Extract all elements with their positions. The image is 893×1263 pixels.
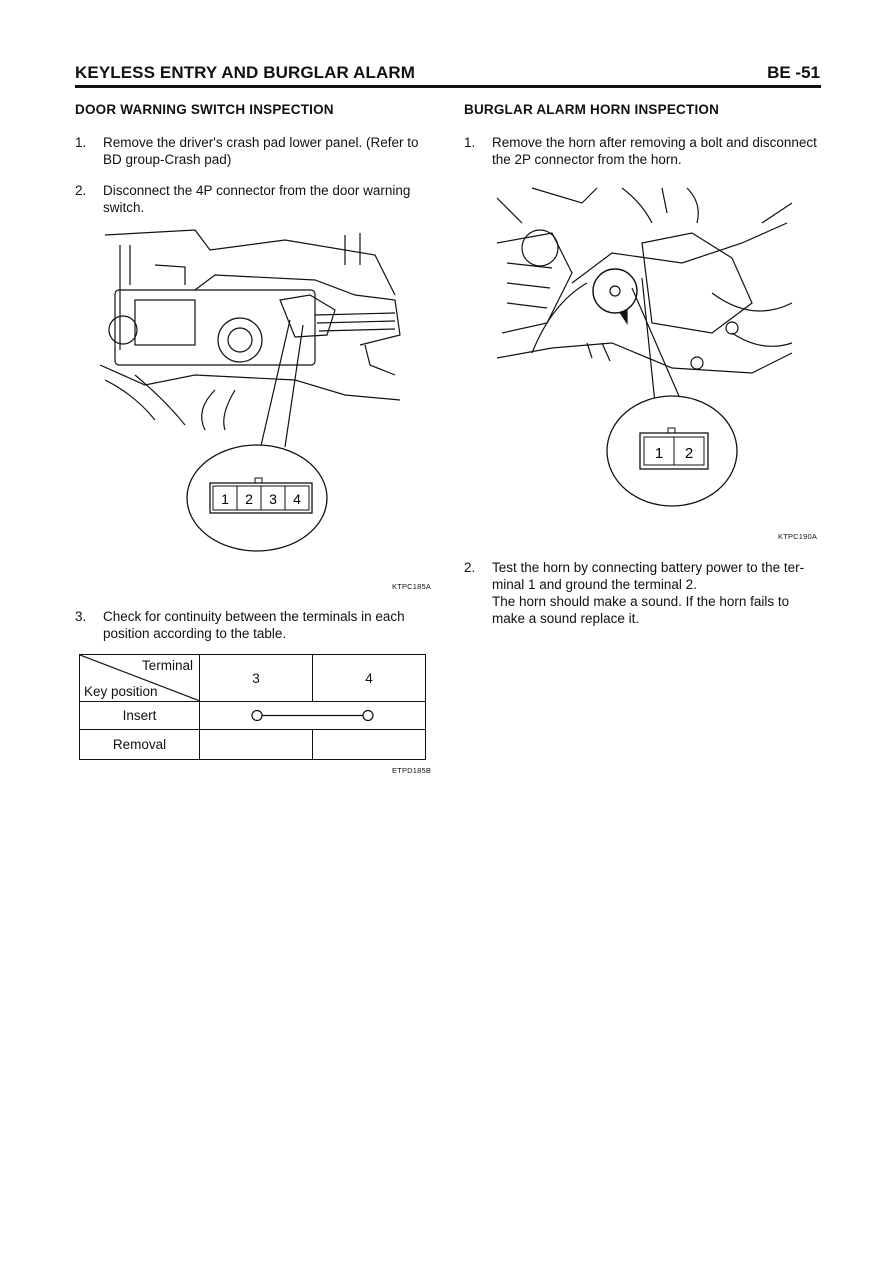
- step-number: 2.: [75, 183, 87, 198]
- step-number: 2.: [464, 560, 476, 575]
- leader-line: [632, 278, 682, 403]
- page-header-title: KEYLESS ENTRY AND BURGLAR ALARM: [75, 63, 415, 82]
- left-step-3: [75, 608, 445, 644]
- leader-line: [260, 320, 303, 450]
- terminal-header: Terminal: [141, 658, 193, 673]
- terminal-dot: [252, 711, 262, 721]
- step-line: Remove the driver's crash pad lower panel. (Refer to: [103, 135, 419, 150]
- horn-assembly-drawing: [497, 188, 792, 373]
- connector-pin-label: 2: [684, 445, 694, 462]
- empty-cell: [200, 730, 313, 760]
- header-rule: [75, 85, 821, 88]
- step-line: Remove the horn after removing a bolt and disconnect: [492, 135, 817, 150]
- row-label: Insert: [80, 702, 200, 730]
- column-header: 4: [312, 655, 425, 702]
- step-text: [492, 559, 804, 627]
- step-number: 1.: [75, 135, 87, 150]
- step-line: The horn should make a sound. If the horn fails to: [492, 594, 790, 609]
- step-line: make a sound replace it.: [492, 611, 640, 626]
- step-line: switch.: [103, 200, 145, 215]
- step-text: [103, 182, 410, 216]
- terminal-dot: [363, 711, 373, 721]
- table-caption: ETPD185B: [392, 766, 432, 775]
- key-position-header: Key position: [84, 684, 158, 699]
- step-line: Test the horn by connecting battery power to the ter-: [492, 560, 805, 575]
- step-line: Disconnect the 4P connector from the door warning: [103, 183, 411, 198]
- switch-assembly-drawing: [100, 230, 400, 430]
- left-step-1: [75, 134, 445, 170]
- step-line: Check for continuity between the terminals in each: [103, 609, 405, 624]
- row-label: Removal: [80, 730, 200, 760]
- horn-body: [593, 269, 637, 313]
- step-text: [492, 134, 817, 168]
- connector-pin-label: 4: [293, 491, 301, 507]
- connector-pin-label: 3: [269, 491, 277, 507]
- continuity-cell: [200, 702, 426, 730]
- figure-caption: KTPC190A: [778, 532, 818, 541]
- connector-latch: [255, 478, 262, 483]
- table-corner-cell: [80, 655, 200, 702]
- step-number: 1.: [464, 135, 476, 150]
- table-header-row: [80, 655, 426, 702]
- door-warning-section-title: DOOR WARNING SWITCH INSPECTION: [75, 102, 334, 117]
- horn-figure: [492, 183, 797, 518]
- right-step-1: [464, 134, 824, 170]
- empty-cell: [312, 730, 425, 760]
- left-step-2: [75, 182, 445, 218]
- column-header: 3: [200, 655, 313, 702]
- step-line: position according to the table.: [103, 626, 287, 641]
- step-text: [103, 608, 405, 642]
- table-row: [80, 730, 426, 760]
- table-row: [80, 702, 426, 730]
- figure-caption: KTPC185A: [392, 582, 432, 591]
- step-line: the 2P connector from the horn.: [492, 152, 682, 167]
- step-text: [103, 134, 418, 168]
- connector-pin-label: 2: [245, 491, 253, 507]
- step-line: minal 1 and ground the terminal 2.: [492, 577, 697, 592]
- connector-pin-label: 1: [654, 445, 664, 462]
- step-line: BD group-Crash pad): [103, 152, 232, 167]
- page-number: BE -51: [767, 63, 820, 82]
- horn-section-title: BURGLAR ALARM HORN INSPECTION: [464, 102, 720, 117]
- continuity-table: [79, 654, 426, 760]
- right-step-2: [464, 559, 824, 629]
- connector-latch: [668, 428, 675, 433]
- continuity-mark-3-4: [200, 702, 424, 729]
- step-number: 3.: [75, 609, 87, 624]
- connector-pin-label: 1: [221, 491, 229, 507]
- door-warning-switch-figure: [95, 225, 410, 580]
